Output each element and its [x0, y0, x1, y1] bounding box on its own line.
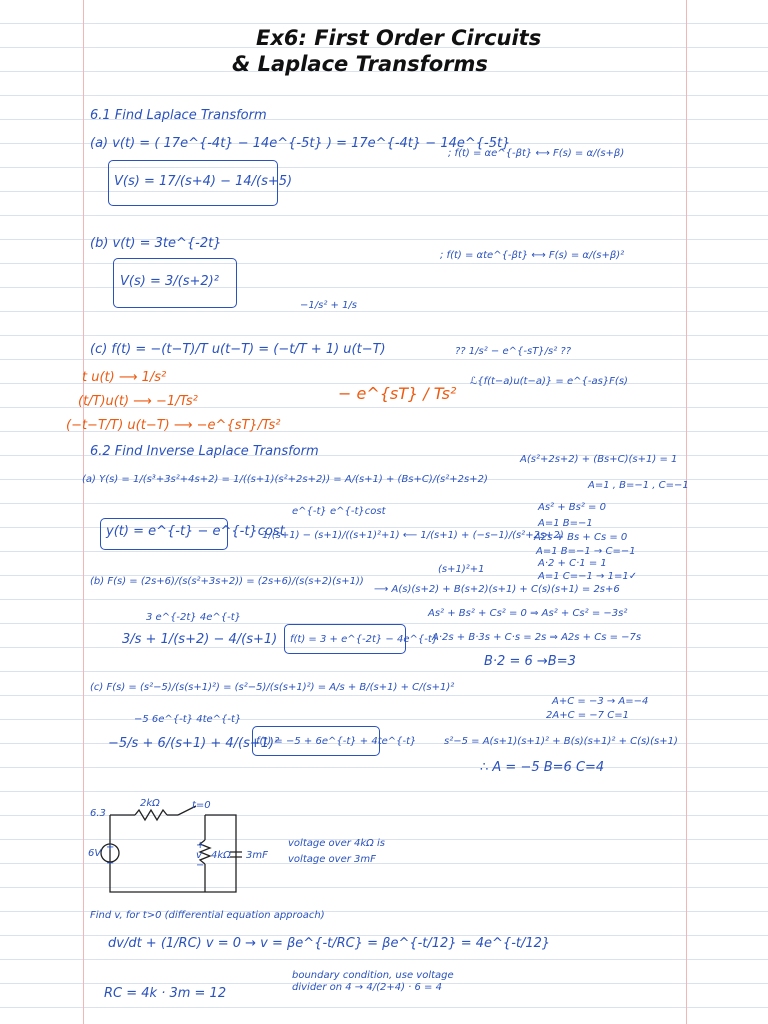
switch-label: t=0 — [192, 800, 211, 811]
part-2b-answer: f(t) = 3 + e^{-2t} − 4e^{-t} — [290, 634, 439, 645]
part-b-transform-note: ; f(t) = αte^{-βt} ⟷ F(s) = α/(s+β)² — [440, 250, 625, 261]
section-6-2-heading: 6.2 Find Inverse Laplace Transform — [90, 444, 319, 459]
part-2c-work-1: A+C = −3 → A=−4 — [552, 696, 649, 707]
capacitor-label: 3mF — [246, 850, 268, 861]
orange-big-result: − e^{sT} / Ts² — [338, 384, 457, 403]
part-2c-work-4: ∴ A = −5 B=6 C=4 — [480, 760, 605, 775]
vc-plus-label: + — [196, 840, 205, 851]
part-2b-equation: ⟶ A(s)(s+2) + B(s+2)(s+1) + C(s)(s+1) = 2s+6 — [374, 584, 620, 595]
part-2c-work-2: 2A+C = −7 C=1 — [546, 710, 629, 721]
source-minus-label: − — [106, 858, 115, 869]
part-2a-coefficients: A=1 , B=−1 , C=−1 — [588, 480, 689, 491]
section-6-3-heading: 6.3 — [90, 808, 106, 819]
part-2b-decomposition: 3/s + 1/(s+2) − 4/(s+1) — [122, 632, 278, 647]
work-line-4: A=1 B=−1 → C=−1 — [536, 546, 636, 557]
part-c-expression: (c) f(t) = −(t−T)/T u(t−T) = (−t/T + 1) u(t−T) — [90, 342, 386, 357]
part-2b-work-2: A·2s + B·3s + C·s = 2s ⇒ A2s + Cs = −7s — [432, 632, 642, 643]
part-b-answer: V(s) = 3/(s+2)² — [120, 274, 219, 289]
part-2b-expression: (b) F(s) = (2s+6)/(s(s²+3s+2)) = (2s+6)/(s(s+2)(s+1)) — [90, 576, 364, 587]
part-2c-answer: f(t) = −5 + 6e^{-t} + 4te^{-t} — [256, 736, 417, 747]
part-2a-exponentials: e^{-t} e^{-t}cost — [292, 506, 386, 517]
part-2c-expression: (c) F(s) = (s²−5)/(s(s+1)²) = (s²−5)/(s(s+1)²) = A/s + B/(s+1) + C/(s+1)² — [90, 682, 455, 693]
find-v-instruction: Find v, for t>0 (differential equation approach) — [90, 910, 325, 921]
part-2a-answer: y(t) = e^{-t} − e^{-t}cost — [106, 524, 285, 539]
part-2b-labels: 3 e^{-2t} 4e^{-t} — [146, 612, 242, 623]
part-2c-decomposition: −5/s + 6/(s+1) + 4/(s+1)² — [108, 736, 280, 751]
part-2b-work-3: B·2 = 6 →B=3 — [484, 654, 576, 669]
part-2a-denominator-note: (s+1)²+1 — [438, 564, 485, 575]
rc-value: RC = 4k · 3m = 12 — [104, 986, 227, 1001]
part-a-expression: (a) v(t) = ( 17e^{-4t} − 14e^{-5t} ) = 17e^{-4t} − 14e^{-5t} — [90, 136, 511, 151]
work-line-2: A=1 B=−1 — [538, 518, 593, 529]
vc-label: v — [196, 850, 202, 861]
source-label: 6V — [88, 848, 102, 859]
vc-minus-label: − — [196, 860, 205, 871]
work-line-1: As² + Bs² = 0 — [538, 502, 606, 513]
title-line-2: & Laplace Transforms — [232, 52, 488, 76]
part-a-transform-note: ; f(t) = αe^{-βt} ⟷ F(s) = α/(s+β) — [448, 148, 625, 159]
part-2c-work-3: s²−5 = A(s+1)(s+1)² + B(s)(s+1)² + C(s)(s+1) — [444, 736, 678, 747]
resistor-4k-label: 4kΩ — [211, 850, 231, 861]
partial-fraction-equation: A(s²+2s+2) + (Bs+C)(s+1) = 1 — [520, 454, 678, 465]
boundary-condition-note: boundary condition, use voltage divider on 4 → 4/(2+4) · 6 = 4 — [292, 970, 454, 993]
part-a-answer: V(s) = 17/(s+4) − 14/(s+5) — [114, 174, 293, 189]
orange-note-3: (−t−T/T) u(t−T) ⟶ −e^{sT}/Ts² — [66, 418, 281, 433]
part-c-above-note: −1/s² + 1/s — [300, 300, 358, 311]
orange-note-2: (t/T)u(t) ⟶ −1/Ts² — [78, 394, 198, 409]
title-line-1: Ex6: First Order Circuits — [256, 26, 542, 50]
part-2c-labels: −5 6e^{-t} 4te^{-t} — [134, 714, 242, 725]
resistor-2k-label: 2kΩ — [140, 798, 160, 809]
circuit-voltage-note: voltage over 4kΩ is voltage over 3mF — [288, 838, 385, 865]
shift-theorem-rule: ℒ{f(t−a)u(t−a)} = e^{-as}F(s) — [470, 376, 628, 387]
orange-note-1: t u(t) ⟶ 1/s² — [82, 370, 167, 385]
source-plus-label: + — [106, 842, 115, 853]
part-2a-decomposition: 1/(s+1) − (s+1)/((s+1)²+1) ⟵ 1/(s+1) + (−s−1)/(s²+2s+2) — [262, 530, 564, 541]
differential-equation: dv/dt + (1/RC) v = 0 → v = βe^{-t/RC} = βe^{-t/12} = 4e^{-t/12} — [108, 936, 551, 951]
part-b-expression: (b) v(t) = 3te^{-2t} — [90, 236, 222, 251]
part-2a-expression: (a) Y(s) = 1/(s³+3s²+4s+2) = 1/((s+1)(s²+2s+2)) = A/(s+1) + (Bs+C)/(s²+2s+2) — [82, 474, 488, 485]
work-line-6: A=1 C=−1 → 1=1✓ — [538, 571, 638, 582]
work-line-5: A·2 + C·1 = 1 — [538, 558, 607, 569]
work-line-3: A2s + Bs + Cs = 0 — [534, 532, 628, 543]
part-2b-work-1: As² + Bs² + Cs² = 0 ⇒ As² + Cs² = −3s² — [428, 608, 628, 619]
part-c-question-note: ?? 1/s² − e^{-sT}/s² ?? — [455, 346, 572, 357]
section-6-1-heading: 6.1 Find Laplace Transform — [90, 108, 267, 123]
